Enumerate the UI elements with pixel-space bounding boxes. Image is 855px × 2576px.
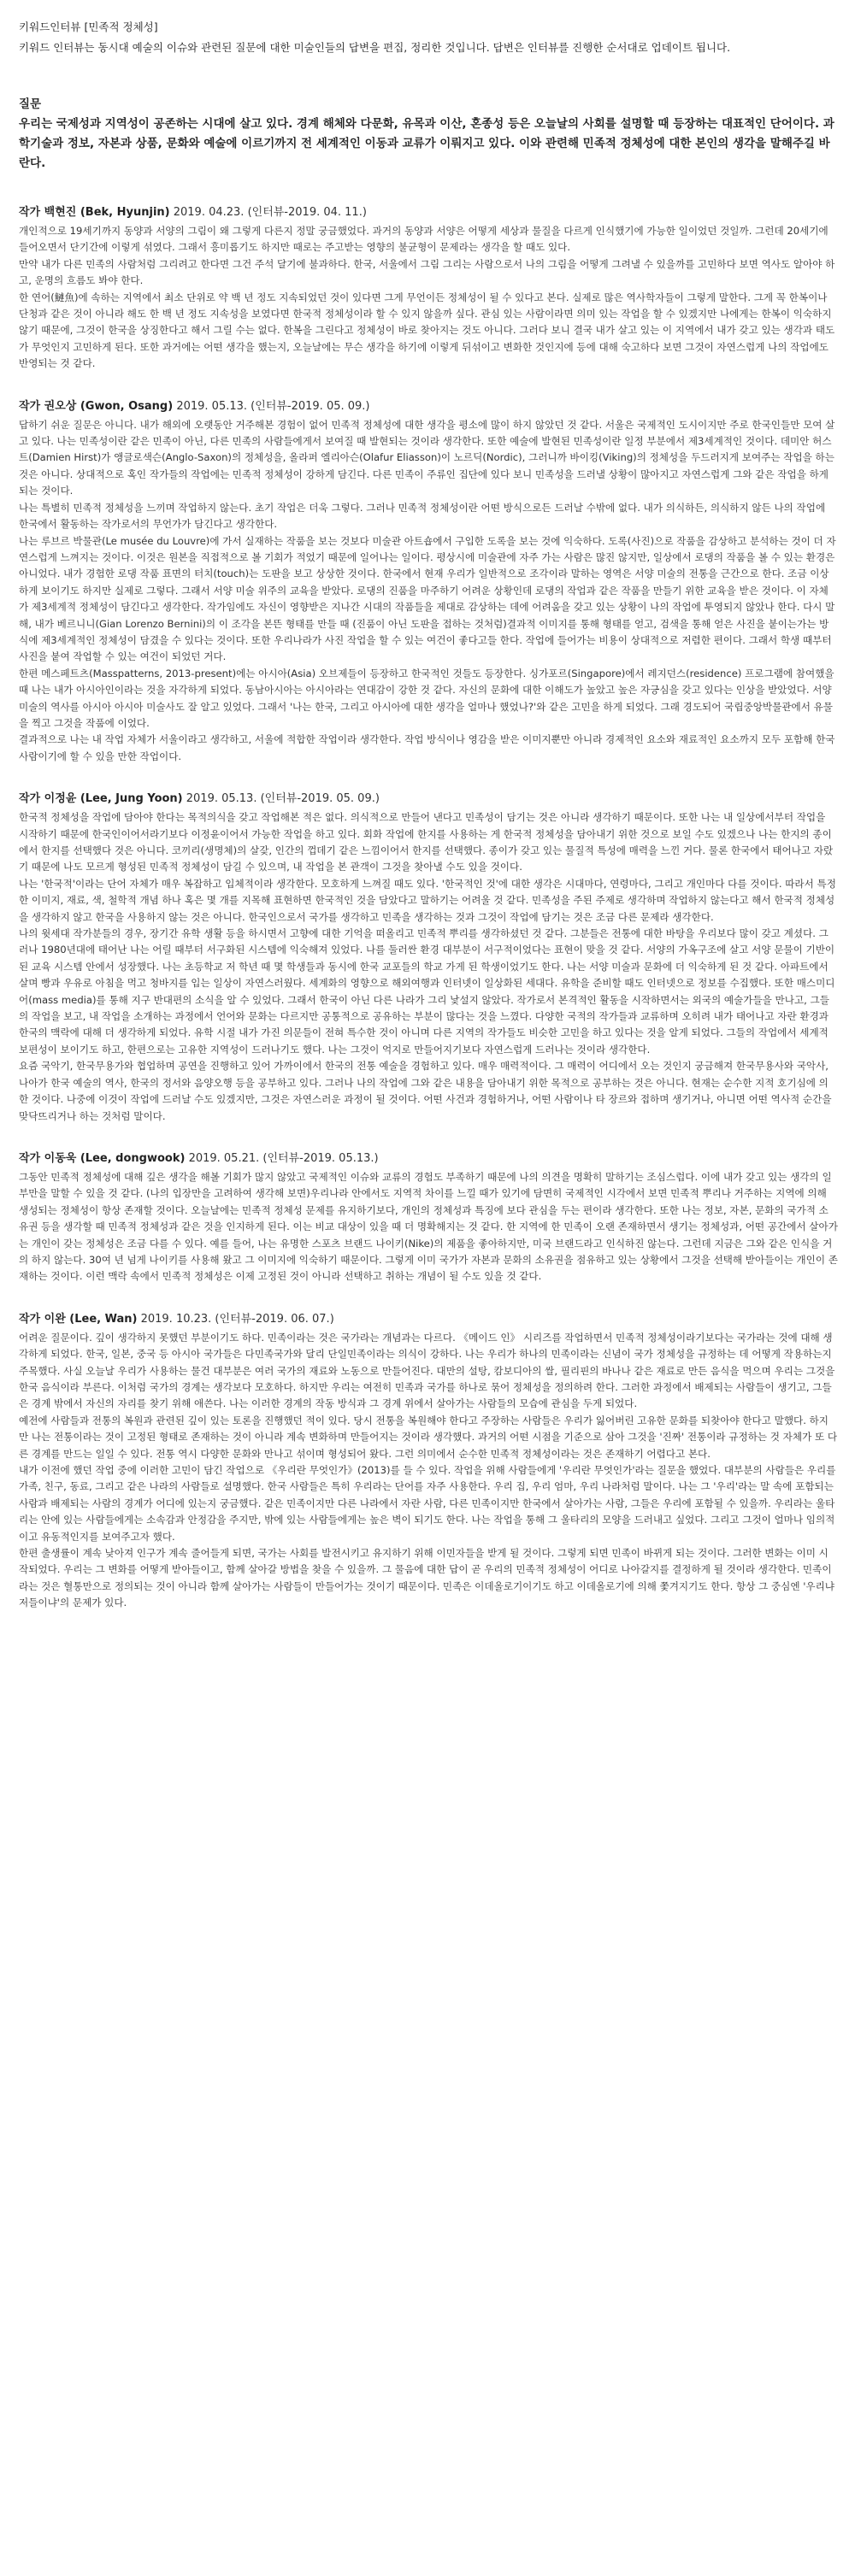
answer-paragraph: 예전에 사람들과 전통의 복원과 관련된 깊이 있는 토론을 진행했던 적이 있다. 당시 전통을 복원해야 한다고 주장하는 사람들은 우리가 잃어버린 고유한 문화를 되찾아야 한다고 말했다. 하지만 나는 전통이라는 것이 고정된 형태로 존재하는 것이 아니라 계속 변화하며 만들어지는 것이라 생각했다. 과거의 어떤 시점을 기준으로 삼아 그것을 '진짜' 전통이라 규정하는 것 자체가 또 다른 경계를 만드는 일일 수 있다. 전통 역시 다양한 문화와 만나고 섞이며 형성되어 왔다. 그런 의미에서 순수한 민족적 정체성이라는 것은 존재하기 어렵다고 본다. xyxy=(19,1414,838,1460)
answer-paragraph: 개인적으로 19세기까지 동양과 서양의 그림이 왜 그렇게 다른지 정말 궁금했었다. 과거의 동양과 서양은 어떻게 세상과 물질을 다르게 인식했기에 가능한 일이었던 것일까. 그런데 20세기에 들어오면서 단기간에 이렇게 섞였다. 그래서 흥미롭기도 하지만 때로는 주고받는 영향의 불균형이 문제라는 생각을 할 때도 있다. xyxy=(19,225,828,254)
intro-text: 키워드 인터뷰는 동시대 예술의 이슈와 관련된 질문에 대한 미술인들의 답변을 편집, 정리한 것입니다. 답변은 인터뷰를 진행한 순서대로 업데이트 됩니다. xyxy=(19,41,731,54)
breadcrumb xyxy=(19,19,838,34)
breadcrumb-category: [민족적 정체성] xyxy=(84,21,158,33)
answer-body xyxy=(19,417,838,766)
answer-paragraph: 한 연어(鰱魚)에 속하는 지역에서 최소 단위로 약 백 년 정도 지속되었던 것이 있다면 그게 무언이든 정체성이 될 수 있다고 본다. 실제로 많은 역사학자들이 그렇게 말한다. 그게 꼭 한복이나 단청과 같은 것이 아니라 해도 한 백 년 정도 지속성을 보였다면 한국적 정체성이라 할 수 있지 않을까 싶다. 관심 있는 사람이라면 의미 있는 작업을 할 수 있겠지만 나에게는 한복이 익숙하지 않기 때문에, 그것이 한국을 상징한다고 해서 그릴 수는 없다. 한복을 그린다고 정체성이 바로 찾아지는 것도 아니다. 그러다 보니 결국 내가 살고 있는 이 지역에서 내가 갖고 있는 생각과 태도가 무엇인지 고민하게 된다. 또한 과거에는 어떤 생각을 했는지, 오늘날에는 무슨 생각을 하기에 이렇게 뒤섞이고 변화한 것인지에 등에 대해 숙고하다 보면 그것이 자연스럽게 나의 작업에도 반영되는 것 같다. xyxy=(19,291,835,370)
artist-name: 작가 이완 (Lee, Wan) xyxy=(19,1312,138,1326)
answer-header xyxy=(19,1150,838,1167)
answer-header xyxy=(19,398,838,415)
answer-body xyxy=(19,1330,838,1612)
answer-paragraph: 요즘 국악기, 한국무용가와 협업하며 공연을 진행하고 있어 가까이에서 한국의 전통 예술을 경험하고 있다. 매우 매력적이다. 그 매력이 어디에서 오는 것인지 궁금해져 한국무용사와 국악사, 나아가 한국 예술의 역사, 한국의 정서와 음양오행 등을 공부하고 있다. 그러나 나의 작업에 그와 같은 내용을 담아내기 위한 목적으로 공부하는 것은 아니다. 현재는 순수한 지적 호기심에 의한 것이다. 나중에 이것이 작업에 드러날 수도 있겠지만, 그것은 자연스러운 과정이 될 것이다. 어떤 사건과 경험하거나, 어떤 사람이나 타 장르와 접하며 생기거나, 아니면 어떤 역사적 순간을 맞닥뜨리거나 하는 것처럼 말이다. xyxy=(19,1060,832,1122)
artist-name: 작가 권오상 (Gwon, Osang) xyxy=(19,399,174,413)
answer-paragraph: 한국적 정체성을 작업에 담아야 한다는 목적의식을 갖고 작업해본 적은 없다. 의식적으로 만들어 낸다고 민족성이 담기는 것은 아니라 생각하기 때문이다. 또한 나는 내 일상에서부터 작업을 시작하기 때문에 한국인이어서라기보다 이정윤이어서 가능한 작업을 하고 있다. 회화 작업에 한지를 사용하는 게 한국적 정체성을 담아내기 위한 것으로 보일 수도 있겠으나 나는 한지의 종이에서 한지를 선택했다 것은 아니다. 코끼리(생명체)의 살갗, 인간의 껍데기 같은 느낌이어서 한지를 선택했다. 종이가 갖고 있는 물질적 특성에 매력을 느낀 거다. 물론 한국에서 태어나고 자랐기 때문에 나도 모르게 형성된 민족적 정체성이 담길 수 있으며, 내 작업을 본 관객이 그것을 찾아낼 수도 있을 것이다. xyxy=(19,811,834,873)
answer-block xyxy=(19,1150,838,1285)
artist-name: 작가 이동욱 (Lee, dongwook) xyxy=(19,1151,186,1165)
answer-date: 2019. 04.23. (인터뷰-2019. 04. 11.) xyxy=(173,206,367,219)
answer-paragraph: 나의 윗세대 작가분들의 경우, 장기간 유학 생활 등을 하시면서 고향에 대한 기억을 떠올리고 민족적 뿌리를 생각하셨던 것 같다. 그분들은 전통에 대한 바탕을 우리보다 많이 갖고 계셨다. 그러나 1980년대에 태어난 나는 어릴 때부터 서구화된 시스템에 익숙해져 있었다. 나를 둘러싼 환경 대부분이 서구적이었다는 표현이 맞을 것 같다. 서양의 가옥구조에 살고 서양 문물이 기반이 된 교육 시스템 안에서 성장했다. 나는 초등학교 저 학년 때 몇 학생들과 동시에 한국 교포들의 학교 가게 된 학생이었기도 한다. 나는 서양 미술과 문화에 더 익숙하게 된 것 같다. 아파트에서 살며 빵과 우유로 아침을 먹고 청바지를 입는 일상이 자연스러웠다. 세계화의 영향으로 해외여행과 인터넷이 일상화된 세대다. 유학을 준비할 때도 인터넷으로 정보를 수집했다. 또한 매스미디어(mass media)를 통해 지구 반대편의 소식을 알 수 있었다. 그래서 한국이 아닌 다른 나라가 그리 낯설지 않았다. 작가로서 본격적인 활동을 시작하면서는 외국의 예술가들을 만나고, 그들의 작업을 보고, 내 작업을 소개하는 과정에서 언어와 문화는 다르지만 공통적으로 공유하는 부분이 많다는 것을 느꼈다. 다양한 국적의 작가들과 교류하며 오히려 내가 태어나고 자란 환경과 한국의 맥락에 대해 더 생각하게 되었다. 유학 시절 내가 가진 의문들이 전혀 특수한 것이 아니며 다른 지역의 작가들도 비슷한 고민을 하고 있다는 것을 알게 되었다. 그들의 작업에서 세계적 보편성이 보이기도 하고, 한편으로는 고유한 지역성이 드러나기도 했다. 나는 그것이 억지로 만들어지기보다 자연스럽게 드러나는 것이라 생각한다. xyxy=(19,927,835,1056)
answer-block xyxy=(19,791,838,1125)
answer-paragraph: 나는 특별히 민족적 정체성을 느끼며 작업하지 않는다. 초기 작업은 더욱 그렇다. 그러나 민족적 정체성이란 어떤 방식으로든 드러날 수밖에 없다. 내가 의식하든, 의식하지 않든 나의 작업에 한국에서 활동하는 작가로서의 무언가가 담긴다고 생각한다. xyxy=(19,501,826,531)
answer-date: 2019. 05.13. (인터뷰-2019. 05. 09.) xyxy=(176,399,370,413)
answer-block xyxy=(19,1311,838,1612)
answer-block xyxy=(19,204,838,373)
answer-paragraph: 만약 내가 다른 민족의 사람처럼 그리려고 한다면 그건 주석 달기에 불과하다. 한국, 서울에서 그림 그리는 사람으로서 나의 그림을 어떻게 그려낼 수 있을까를 고민하다 보면 역사도 알아야 하고, 운명의 흐름도 봐야 한다. xyxy=(19,257,835,287)
answer-paragraph: 나는 루브르 박물관(Le musée du Louvre)에 가서 실재하는 작품을 보는 것보다 미술관 아트숍에서 구입한 도록을 보는 것에 익숙하다. 도록(사진)으로 작품을 감상하고 분석하는 것이 더 자연스럽게 느껴지는 것이다. 이것은 원본을 직접적으로 볼 기회가 적었기 때문에 일어나는 일이다. 평상시에 미술관에 자주 가는 사람은 많진 않지만, 일상에서 로댕의 작품을 볼 수 있는 환경은 아니었다. 내가 경험한 로댕 작품 표면의 터치(touch)는 도판을 보고 상상한 것이다. 한국에서 현재 우리가 일반적으로 조각이라 말하는 영역은 서양 미술의 전통을 근간으로 한다. 조금 이상하게 보이기도 하지만 실제로 그렇다. 그래서 서양 미술 위주의 교육을 받았다. 로댕의 진품을 마주하기 어려운 상황인데 로댕의 작업과 같은 작품을 만들기 위한 교육을 받은 것이다. 이 자체가 제3세계적 정체성이 담긴다고 생각한다. 작가임에도 자신이 영향받은 지나간 시대의 작품들을 제대로 감상하는 데에 어려움을 갖고 있는 상황이 나의 작업에 투영되지 않았나 한다. 다시 말해, 내가 베르니니(Gian Lorenzo Bernini)의 이 조각을 본뜬 형태를 만들 때 (진품이 아닌 도판을 접하는 것처럼)결과적 이미지를 통해 형태를 얻고, 검색을 통해 얻은 사진을 붙이는가는 방식에 제3세계적인 정체성이 담겼을 수 있다는 것이다. 또한 우리나라가 사진 작업을 할 수 있는 여건이 좋다고들 한다. 작업에 들어가는 비용이 상대적으로 저렴한 편이다. 그래서 학생 때부터 사진을 붙여 작업할 수 있는 여건이 되었던 거다. xyxy=(19,534,836,663)
answer-block xyxy=(19,398,838,766)
answer-date: 2019. 05.13. (인터뷰-2019. 05. 09.) xyxy=(186,792,380,806)
answer-body xyxy=(19,223,838,373)
answer-paragraph: 한편 출생률이 계속 낮아져 인구가 계속 줄어들게 되면, 국가는 사회를 발전시키고 유지하기 위해 이민자들을 받게 될 것이다. 그렇게 되면 민족이 바뀌게 되는 것이다. 그러한 변화는 이미 시작되었다. 우리는 그 변화를 어떻게 받아들이고, 함께 살아갈 방법을 찾을 수 있을까. 그 물음에 대한 답이 곧 우리의 민족적 정체성이 어디로 나아갈지를 결정하게 될 것이라 생각한다. 민족이라는 것은 혈통만으로 정의되는 것이 아니라 함께 살아가는 사람들이 만들어가는 것이기 때문이다. 민족은 이데올로기이기도 하고 이데올로기에 의해 쫓겨지기도 한다. 항상 그 중심엔 '우리냐 저들이냐'의 문제가 있다. xyxy=(19,1547,835,1609)
breadcrumb-section-link[interactable]: 키워드인터뷰 xyxy=(19,21,81,33)
answer-paragraph: 내가 이전에 했던 작업 중에 이러한 고민이 담긴 작업으로 《우리란 무엇인가》(2013)를 들 수 있다. 작업을 위해 사람들에게 '우리란 무엇인가'라는 질문을 했었다. 대부분의 사람들은 우리를 가족, 친구, 동료, 그리고 같은 나라의 사람들로 설명했다. 한국 사람들은 특히 우리라는 단어를 자주 사용한다. 우리 집, 우리 엄마, 우리 나라처럼 말이다. 나는 그 '우리'라는 말 속에 포함되는 사람과 배제되는 사람의 경계가 어디에 있는지 궁금했다. 같은 민족이지만 다른 나라에서 자란 사람, 다른 민족이지만 한국에서 살아가는 사람, 그들은 우리에 포함될 수 있을까. 우리라는 울타리는 안에 있는 사람들에게는 소속감과 안정감을 주지만, 밖에 있는 사람들에게는 높은 벽이 되기도 한다. 나는 작업을 통해 그 울타리의 모양을 드러내고 싶었다. 그리고 그것이 얼마나 임의적이고 유동적인지를 보여주고자 했다. xyxy=(19,1464,836,1543)
answer-paragraph: 나는 '한국적'이라는 단어 자체가 매우 복잡하고 입체적이라 생각한다. 모호하게 느껴질 때도 있다. '한국적인 것'에 대한 생각은 시대마다, 연령마다, 그리고 개인마다 다를 것이다. 따라서 특정한 이미지, 재료, 색, 철학적 개념 하나 혹은 몇 개를 지목해 표현하면 한국적인 것을 담았다고 말하기는 어려울 것 같다. 민족성을 주된 주제로 생각하며 작업하지 않는다고 해서 한국적 정체성을 생각하지 않고 한국을 사용하지 않는 것은 아니다. 한국인으로서 국가를 생각하고 민족을 생각하는 것과 그것이 작업에 담기는 것은 조금 다른 문제라 생각한다. xyxy=(19,877,836,923)
answer-date: 2019. 05.21. (인터뷰-2019. 05.13.) xyxy=(188,1151,379,1165)
answer-body xyxy=(19,809,838,1125)
answer-header xyxy=(19,791,838,808)
answer-date: 2019. 10.23. (인터뷰-2019. 06. 07.) xyxy=(140,1312,334,1326)
answer-list xyxy=(19,204,838,1612)
answer-paragraph: 답하기 쉬운 질문은 아니다. 내가 해외에 오랫동안 거주해본 경험이 없어 민족적 정체성에 대한 생각을 평소에 많이 하지 않았던 것 같다. 서울은 국제적인 도시이지만 주로 한국인들만 모여 살고 있다. 나는 민족성이란 같은 민족이 아닌, 다른 민족의 사람들에게서 보여질 때 발현되는 것이라 생각한다. 또한 예술에 발현된 민족성이란 일정 부분에서 제3세계적인 것이다. 데미안 허스트(Damien Hirst)가 앵글로색슨(Anglo-Saxon)의 정체성을, 올라퍼 엘리아슨(Olafur Eliasson)이 노르딕(Nordic), 그러니까 바이킹(Viking)의 정체성을 두드러지게 보여주는 작업을 하는 것은 아니다. 상대적으로 혹인 작가들의 작업에는 민족적 정체성이 강하게 담긴다. 다른 민족이 주류인 집단에 있다 보니 민족성을 드러낼 상황이 많아지고 자연스럽게 그와 같은 작업을 하게 되는 것이다. xyxy=(19,418,835,497)
answer-header xyxy=(19,1311,838,1328)
question-label: 질문 xyxy=(19,97,42,111)
answer-body xyxy=(19,1169,838,1285)
answer-paragraph: 그동안 민족적 정체성에 대해 깊은 생각을 해볼 기회가 많지 않았고 국제적인 이슈와 교류의 경험도 부족하기 때문에 나의 의견을 명확히 말하기는 조심스럽다. 이에 내가 갖고 있는 생각의 일부만을 말할 수 있을 것 같다. (나의 입장만을 고려하여 생각해 보면)우리나라 안에서도 지역적 차이를 느낄 때가 있기에 담면히 국제적인 시각에서 보면 민족적 뿌리나 거주하는 지역에 의해 생성되는 정체성이 항상 존재할 것이다. 오늘날에는 민족적 정체성 문제를 유지하기보다, 개인의 정체성과 특징에 보다 관심을 두는 편이라 생각한다. 또한 나는 정보, 자본, 문화의 국가적 소유권 등을 생각할 때 민족적 정체성과 같은 것을 인지하게 된다. 이는 비교 대상이 있을 때 더 명확해지는 것 같다. 한 지역에 한 민족이 오랜 존재하면서 생기는 정체성과, 어떤 공간에서 살아가는 개인이 갖는 정체성은 조금 다를 수 있다. 예를 들어, 나는 유명한 스포츠 브랜드 나이키(Nike)의 제품을 좋아하지만, 미국 브랜드라고 인식하진 않는다. 그런데 지금은 그와 같은 인식을 거의 하지 않는다. 30여 년 넘게 나이키를 사용해 왔고 그 이미지에 익숙하기 때문이다. 그렇게 이미 국가가 자본과 문화의 소유권을 점유하고 있는 상황에서 그것을 선택해 받아들이는 개인이 존재하는 것이다. 이런 맥락 속에서 민족적 정체성은 이제 고정된 것이 아니라 선택하고 취하는 개념이 될 수도 있을 것 같다. xyxy=(19,1170,838,1283)
answer-paragraph: 한편 메스페트츠(Masspatterns, 2013-present)에는 아시아(Asia) 오브제들이 등장하고 한국적인 것들도 등장한다. 싱가포르(Singapore)에서 레지던스(residence) 프로그램에 참여했을 때 나는 내가 아시아인이라는 것을 자각하게 되었다. 동남아시아는 아시아라는 연대감이 강한 것 같다. 자신의 문화에 대한 이해도가 높았고 높은 자긍심을 갖고 있다는 인상을 받았었다. 서양 미술의 역사를 아시아 아시아 미술사도 잘 알고 있었다. 그래서 '나는 한국, 그리고 아시아에 대한 생각을 얼마나 했었나?'와 같은 고민을 하게 되었다. 그래 경도되어 국립중앙박물관에서 유물을 찍고 그것을 작품에 이었다. xyxy=(19,667,834,729)
question-block xyxy=(19,94,838,173)
question-text: 우리는 국제성과 지역성이 공존하는 시대에 살고 있다. 경계 해체와 다문화, 유목과 이산, 혼종성 등은 오늘날의 사회를 설명할 때 등장하는 대표적인 단어이다. 과학기술과 정보, 자본과 상품, 문화와 예술에 이르기까지 전 세계적인 이동과 교류가 이뤄지고 있다. 이와 관련해 민족적 정체성에 대한 본인의 생각을 말해주길 바란다. xyxy=(19,117,834,170)
artist-name: 작가 백현진 (Bek, Hyunjin) xyxy=(19,206,170,219)
answer-header xyxy=(19,204,838,221)
artist-name: 작가 이정윤 (Lee, Jung Yoon) xyxy=(19,792,183,806)
answer-paragraph: 어려운 질문이다. 깊이 생각하지 못했던 부분이기도 하다. 민족이라는 것은 국가라는 개념과는 다르다. 《메이드 인》 시리즈를 작업하면서 민족적 정체성이라기보다는 국가라는 것에 대해 생각하게 되었다. 한국, 일본, 중국 등 아시아 국가들은 다민족국가와 달리 단일민족이라는 의식이 강하다. 나는 우리가 하나의 민족이라는 신념이 국가 정체성을 규정하는 데 어떻게 작용하는지 주목했다. 사실 오늘날 우리가 사용하는 물건 대부분은 여러 국가의 재료와 노동으로 만들어진다. 대만의 설탕, 캄보디아의 쌀, 필리핀의 바나나 같은 재료로 만든 음식을 먹으며 우리는 그것을 한국 음식이라 부른다. 이처럼 국가의 경계는 생각보다 모호하다. 하지만 우리는 여전히 민족과 국가를 하나로 묶어 정체성을 정의하려 한다. 그러한 과정에서 배제되는 사람들이 생기고, 그들은 경계 밖에서 자신의 자리를 찾기 위해 애쓴다. 나는 이러한 경계의 작동 방식과 그 경계 위에서 살아가는 사람들의 모습에 관심을 두게 되었다. xyxy=(19,1331,835,1410)
answer-paragraph: 결과적으로 나는 내 작업 자체가 서울이라고 생각하고, 서울에 적합한 작업이라 생각한다. 작업 방식이나 영감을 받은 이미지뿐만 아니라 경제적인 요소와 재료적인 요소까지 모두 포함해 한국 사람이기에 할 수 있을 만한 작업이다. xyxy=(19,733,835,762)
